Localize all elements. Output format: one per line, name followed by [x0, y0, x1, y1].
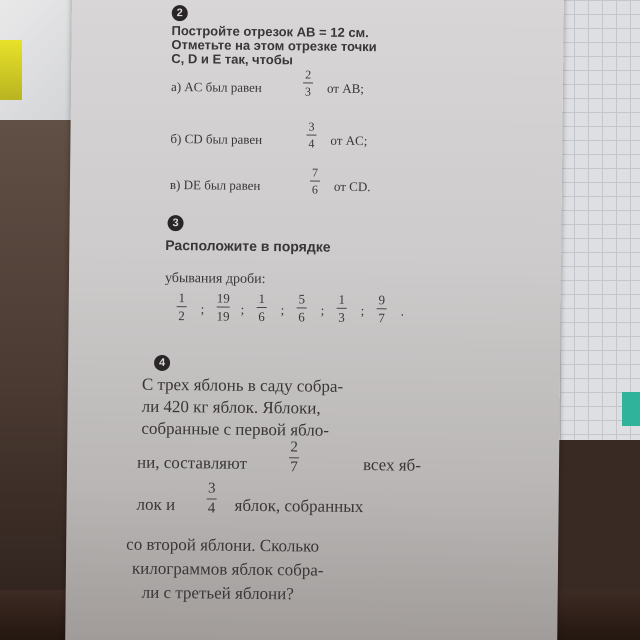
task-4-line-2: ли 420 кг яблок. Яблоки,	[141, 396, 321, 418]
task-2c-fraction	[310, 167, 320, 196]
fraction-bar	[310, 181, 320, 182]
numerator: 3	[207, 480, 216, 497]
fraction-bar	[257, 307, 267, 308]
separator: ;	[200, 301, 205, 317]
fraction-bar	[217, 307, 230, 308]
task-4-line-1: С трех яблонь в саду собра-	[141, 374, 344, 396]
numerator: 9	[378, 292, 386, 308]
end-mark: .	[400, 303, 404, 319]
task-4-line-7: килограммов яблок собра-	[131, 558, 324, 580]
separator: ;	[360, 303, 365, 319]
denominator: 2	[178, 308, 185, 324]
task-4-line-4-suffix: всех яб-	[362, 455, 422, 475]
denominator: 6	[258, 308, 265, 325]
task-2b-suffix: от AC;	[330, 132, 368, 149]
denominator: 4	[207, 500, 216, 517]
task-2-line-1: Постройте отрезок AB = 12 см.	[171, 23, 369, 41]
fraction-bar	[377, 308, 387, 309]
fraction-bar	[207, 498, 217, 499]
task-2a-fraction	[303, 68, 313, 97]
task-2c-text: в) DE был равен	[169, 177, 261, 193]
denominator: 6	[298, 309, 305, 325]
task-2-line-3: C, D и E так, чтобы	[171, 51, 294, 68]
task-2a-suffix: от AB;	[326, 80, 364, 97]
separator: ;	[240, 301, 245, 317]
fraction-2	[217, 292, 230, 323]
task-4-line-3: собранные с первой ябло-	[141, 418, 330, 440]
denominator: 7	[378, 310, 385, 326]
task-2-number: 2	[172, 5, 188, 21]
task-3-number: 3	[167, 215, 183, 231]
task-4-fraction-2	[206, 481, 216, 516]
task-2b-fraction	[306, 120, 316, 149]
fraction-5	[337, 293, 347, 324]
numerator: 19	[216, 290, 230, 306]
fraction-bar	[297, 307, 307, 308]
fraction-3	[257, 292, 267, 323]
denominator: 3	[304, 84, 312, 99]
denominator: 7	[290, 459, 298, 476]
textbook-page	[65, 0, 564, 640]
numerator: 5	[298, 291, 306, 307]
fraction-bar	[303, 82, 313, 83]
numerator: 7	[312, 165, 319, 180]
fraction-6	[377, 293, 387, 324]
numerator: 3	[308, 119, 315, 134]
task-3-line-2: убывания дроби:	[164, 270, 266, 288]
fraction-1	[177, 291, 187, 322]
denominator: 6	[311, 182, 318, 197]
task-4-number: 4	[154, 355, 170, 371]
task-3-line-1: Расположите в порядке	[165, 236, 331, 255]
numerator: 1	[338, 291, 346, 307]
denominator: 4	[308, 136, 315, 151]
numerator: 2	[290, 439, 299, 456]
task-4-line-6: со второй яблони. Сколько	[126, 534, 320, 556]
task-4-fraction-1	[289, 440, 299, 475]
numerator: 2	[305, 67, 312, 82]
fraction-bar	[177, 306, 187, 307]
numerator: 1	[258, 290, 266, 307]
denominator: 3	[338, 309, 345, 325]
fraction-4	[297, 292, 307, 323]
numerator: 1	[178, 290, 186, 306]
green-sticker	[622, 392, 640, 426]
separator: ;	[320, 302, 325, 318]
fraction-bar	[289, 457, 299, 458]
task-4-line-8: ли с третьей яблони?	[141, 582, 294, 604]
fraction-bar	[306, 134, 316, 135]
task-4-line-5-prefix: лок и	[136, 494, 176, 515]
task-2b-text: б) CD был равен	[170, 131, 263, 147]
task-2-line-2: Отметьте на этом отрезке точки	[171, 37, 377, 55]
separator: ;	[280, 302, 285, 318]
denominator: 19	[216, 308, 230, 324]
fraction-list	[176, 291, 416, 338]
task-2a-text: а) AC был равен	[170, 79, 262, 95]
fraction-bar	[337, 308, 347, 309]
yellow-cover-edge	[0, 40, 22, 100]
task-2c-suffix: от CD.	[333, 178, 371, 195]
task-4-line-4-prefix: ни, составляют	[136, 452, 248, 473]
task-4-line-5-suffix: яблок, собранных	[234, 495, 364, 517]
